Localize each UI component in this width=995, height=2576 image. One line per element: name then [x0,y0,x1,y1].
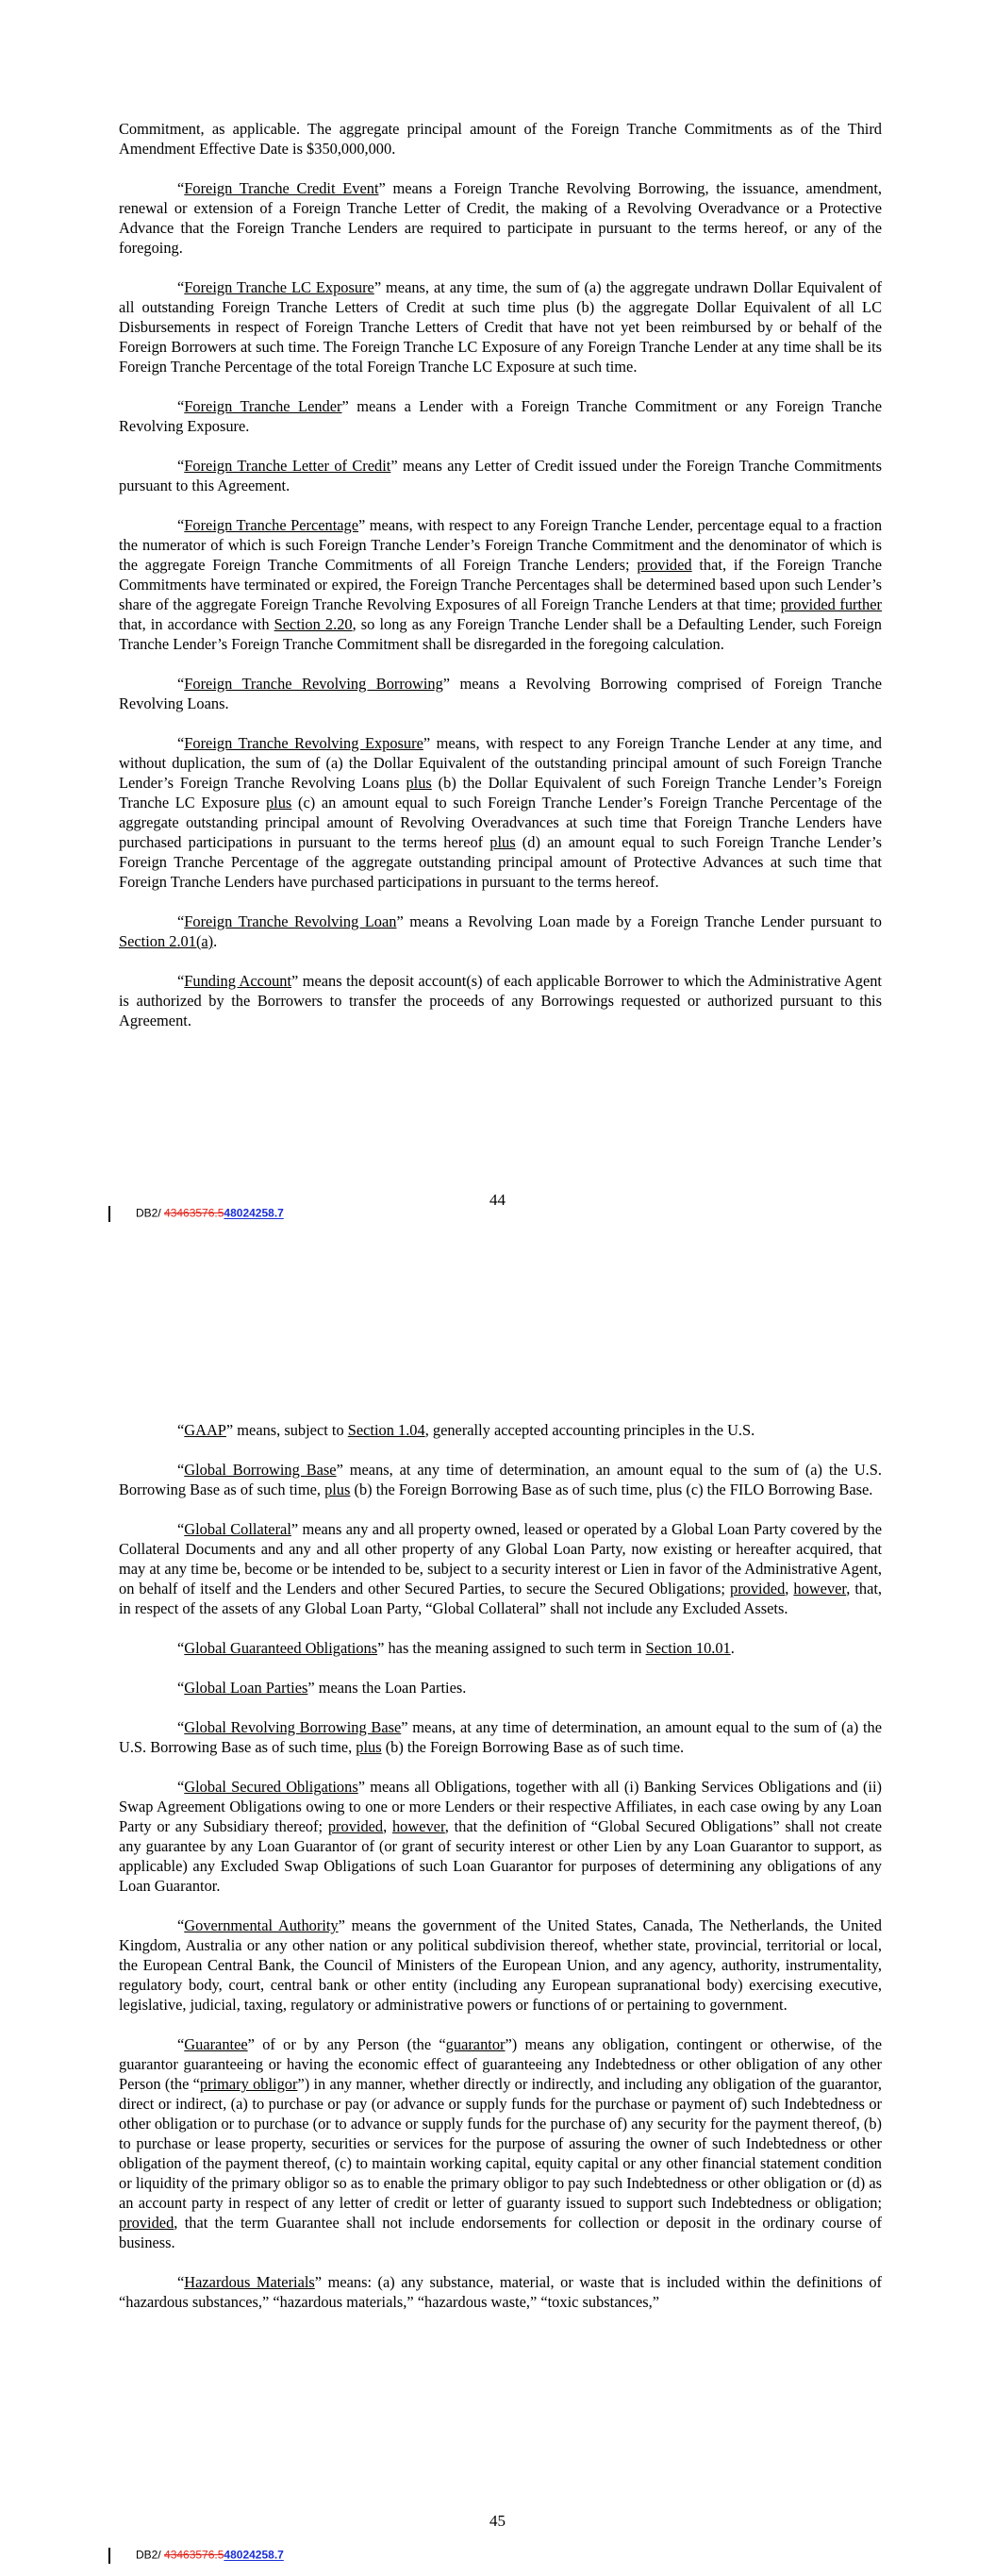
definition-funding-account: “Funding Account” means the deposit account(s) of each applicable Borrower to which the Administrative Agent is authorized by the Borrowers to transfer the proceeds of any Borrowings requested or authorized pursuant to this Agreement. [119,972,882,1029]
document-page-45 [0,1321,995,2576]
definition-governmental-authority: “Governmental Authority” means the government of the United States, Canada, The Netherlands, the United Kingdom, Australia or any other nation or any political subdivision thereof, whether state, provincial, territorial or local, the European Central Bank, the Council of Ministers of the European Union, and any agency, authority, instrumentality, regulatory body, court, central bank or other entity (including any European supranational body) exercising executive, legislative, judicial, taxing, regulatory or administrative powers or functions of or pertaining to government. [119,1916,882,2014]
definition-foreign-tranche-percentage: “Foreign Tranche Percentage” means, with respect to any Foreign Tranche Lender, percentage equal to a fraction the numerator of which is such Foreign Tranche Lender’s Foreign Tranche Commitment and the denominator of which is the aggregate Foreign Tranche Commitments of all Foreign Tranche Lenders; provided that, if the Foreign Tranche Commitments have terminated or expired, the Foreign Tranche Percentages shall be determined based upon such Lender’s share of the aggregate Foreign Tranche Revolving Exposures of all Foreign Tranche Lenders at that time; provided further that, in accordance with Section 2.20, so long as any Foreign Tranche Lender shall be a Defaulting Lender, such Foreign Tranche Lender’s Foreign Tranche Commitment shall be disregarded in the foregoing calculation. [119,516,883,653]
definition-foreign-tranche-letter-of-credit: “Foreign Tranche Letter of Credit” means any Letter of Credit issued under the Foreign Tranche Commitments pursuant to this Agreement. [119,457,882,494]
definition-global-secured-obligations: “Global Secured Obligations” means all Obligations, together with all (i) Banking Services Obligations and (ii) Swap Agreement Obligations owing to one or more Lenders or their respective Affiliates, in each case owing by any Loan Party or any Subsidiary thereof; provided, however, that the definition of “Global Secured Obligations” shall not create any guarantee by any Loan Guarantor of (or grant of security interest or other Lien by any Loan Guarantor to support, as applicable) any Excluded Swap Obligations of such Loan Guarantor for purposes of determining any obligations of any Loan Guarantor. [119,1778,882,1895]
definition-foreign-tranche-revolving-loan: “Foreign Tranche Revolving Loan” means a Revolving Loan made by a Foreign Tranche Lender pursuant to Section 2.01(a). [119,912,882,950]
page-number: 45 [489,2512,506,2530]
revision-bar [108,2548,110,2564]
definition-global-loan-parties: “Global Loan Parties” means the Loan Parties. [177,1679,467,1697]
footer-new-id: 48024258.7 [224,2548,284,2562]
definition-foreign-tranche-lc-exposure: “Foreign Tranche LC Exposure” means, at any time, the sum of (a) the aggregate undrawn Dollar Equivalent of all outstanding Foreign Tranche Letters of Credit at such time plus (b) the aggregate Dollar Equivalent of all LC Disbursements in respect of Foreign Tranche Letters of Credit that have not yet been reimbursed by or behalf of the Foreign Borrowers at such time. The Foreign Tranche LC Exposure of any Foreign Tranche Lender at any time shall be its Foreign Tranche Percentage of the total Foreign Tranche LC Exposure at such time. [119,278,882,376]
page-number: 44 [489,1191,506,1209]
paragraph: Commitment, as applicable. The aggregate principal amount of the Foreign Tranche Commitments as of the Third Amendment Effective Date is $350,000,000. [119,120,882,158]
definition-global-borrowing-base: “Global Borrowing Base” means, at any time of determination, an amount equal to the sum of (a) the U.S. Borrowing Base as of such time, plus (b) the Foreign Borrowing Base as of such time, plus (c) the FILO Borrowing Base. [119,1461,882,1498]
revision-bar [108,1206,110,1222]
document-footer [108,2548,284,2564]
definition-gaap: “GAAP” means, subject to Section 1.04, generally accepted accounting principles in the U.S. [177,1421,755,1439]
footer-old-id: 43463576.5 [164,1206,224,1220]
definition-foreign-tranche-credit-event: “Foreign Tranche Credit Event” means a Foreign Tranche Revolving Borrowing, the issuance, amendment, renewal or extension of a Foreign Tranche Letter of Credit, the making of a Revolving Overadvance or a Protective Advance that the Foreign Tranche Lenders are required to participate in pursuant to the terms hereof, or any of the foregoing. [119,179,882,257]
page-body [119,1420,882,2332]
definition-hazardous-materials: “Hazardous Materials” means: (a) any substance, material, or waste that is included within the definitions of “hazardous substances,” “hazardous materials,” “hazardous waste,” “toxic substances,” [119,2273,882,2311]
footer-old-id: 43463576.5 [164,2548,224,2562]
definition-global-collateral: “Global Collateral” means any and all property owned, leased or operated by a Global Loan Party covered by the Collateral Documents and any and all other property of any Global Loan Party, now existing or hereafter acquired, that may at any time be, become or be intended to be, subject to a security interest or Lien in favor of the Administrative Agent, on behalf of itself and the Lenders and other Secured Parties, to secure the Secured Obligations; provided, however, that, in respect of the assets of any Global Loan Party, “Global Collateral” shall not include any Excluded Assets. [119,1520,883,1617]
footer-prefix: DB2/ [136,2548,165,2562]
definition-foreign-tranche-lender: “Foreign Tranche Lender” means a Lender with a Foreign Tranche Commitment or any Foreign Tranche Revolving Exposure. [119,397,882,435]
footer-prefix: DB2/ [136,1206,165,1220]
definition-global-guaranteed-obligations: “Global Guaranteed Obligations” has the meaning assigned to such term in Section 10.01. [177,1639,735,1657]
definition-foreign-tranche-revolving-borrowing: “Foreign Tranche Revolving Borrowing” means a Revolving Borrowing comprised of Foreign Tranche Revolving Loans. [119,675,882,712]
footer-new-id: 48024258.7 [224,1206,284,1220]
definition-global-revolving-borrowing-base: “Global Revolving Borrowing Base” means, at any time of determination, an amount equal to the sum of (a) the U.S. Borrowing Base as of such time, plus (b) the Foreign Borrowing Base as of such time. [119,1718,882,1756]
definition-guarantee: “Guarantee” of or by any Person (the “guarantor”) means any obligation, contingent or otherwise, of the guarantor guaranteeing or having the economic effect of guaranteeing any Indebtedness or other obligation of any other Person (the “primary obligor”) in any manner, whether directly or indirectly, and including any obligation of the guarantor, direct or indirect, (a) to purchase or pay (or advance or supply funds for the purchase or payment of) such Indebtedness or other obligation or to purchase (or to advance or supply funds for the purchase of) any security for the payment thereof, (b) to purchase or lease property, securities or services for the purpose of assuring the owner of such Indebtedness or other obligation of the payment thereof, (c) to maintain working capital, equity capital or any other financial statement condition or liquidity of the primary obligor so as to enable the primary obligor to pay such Indebtedness or other obligation or (d) as an account party in respect of any letter of credit or letter of guaranty issued to support such Indebtedness or obligation; provided, that the term Guarantee shall not include endorsements for collection or deposit in the ordinary course of business. [119,2035,882,2251]
document-footer [108,1206,284,1222]
definition-foreign-tranche-revolving-exposure: “Foreign Tranche Revolving Exposure” means, with respect to any Foreign Tranche Lender at any time, and without duplication, the sum of (a) the Dollar Equivalent of the outstanding principal amount of such Foreign Tranche Lender’s Foreign Tranche Revolving Loans plus (b) the Dollar Equivalent of such Foreign Tranche Lender’s Foreign Tranche LC Exposure plus (c) an amount equal to such Foreign Tranche Lender’s Foreign Tranche Percentage of the aggregate outstanding principal amount of Revolving Overadvances at such time that Foreign Tranche Lenders have purchased participations in pursuant to the terms hereof plus (d) an amount equal to such Foreign Tranche Lender’s Foreign Tranche Percentage of the aggregate outstanding principal amount of Protective Advances at such time that Foreign Tranche Lenders have purchased participations in pursuant to the terms hereof. [119,734,883,891]
page-body [119,119,882,1050]
document-page-44 [0,0,995,1264]
